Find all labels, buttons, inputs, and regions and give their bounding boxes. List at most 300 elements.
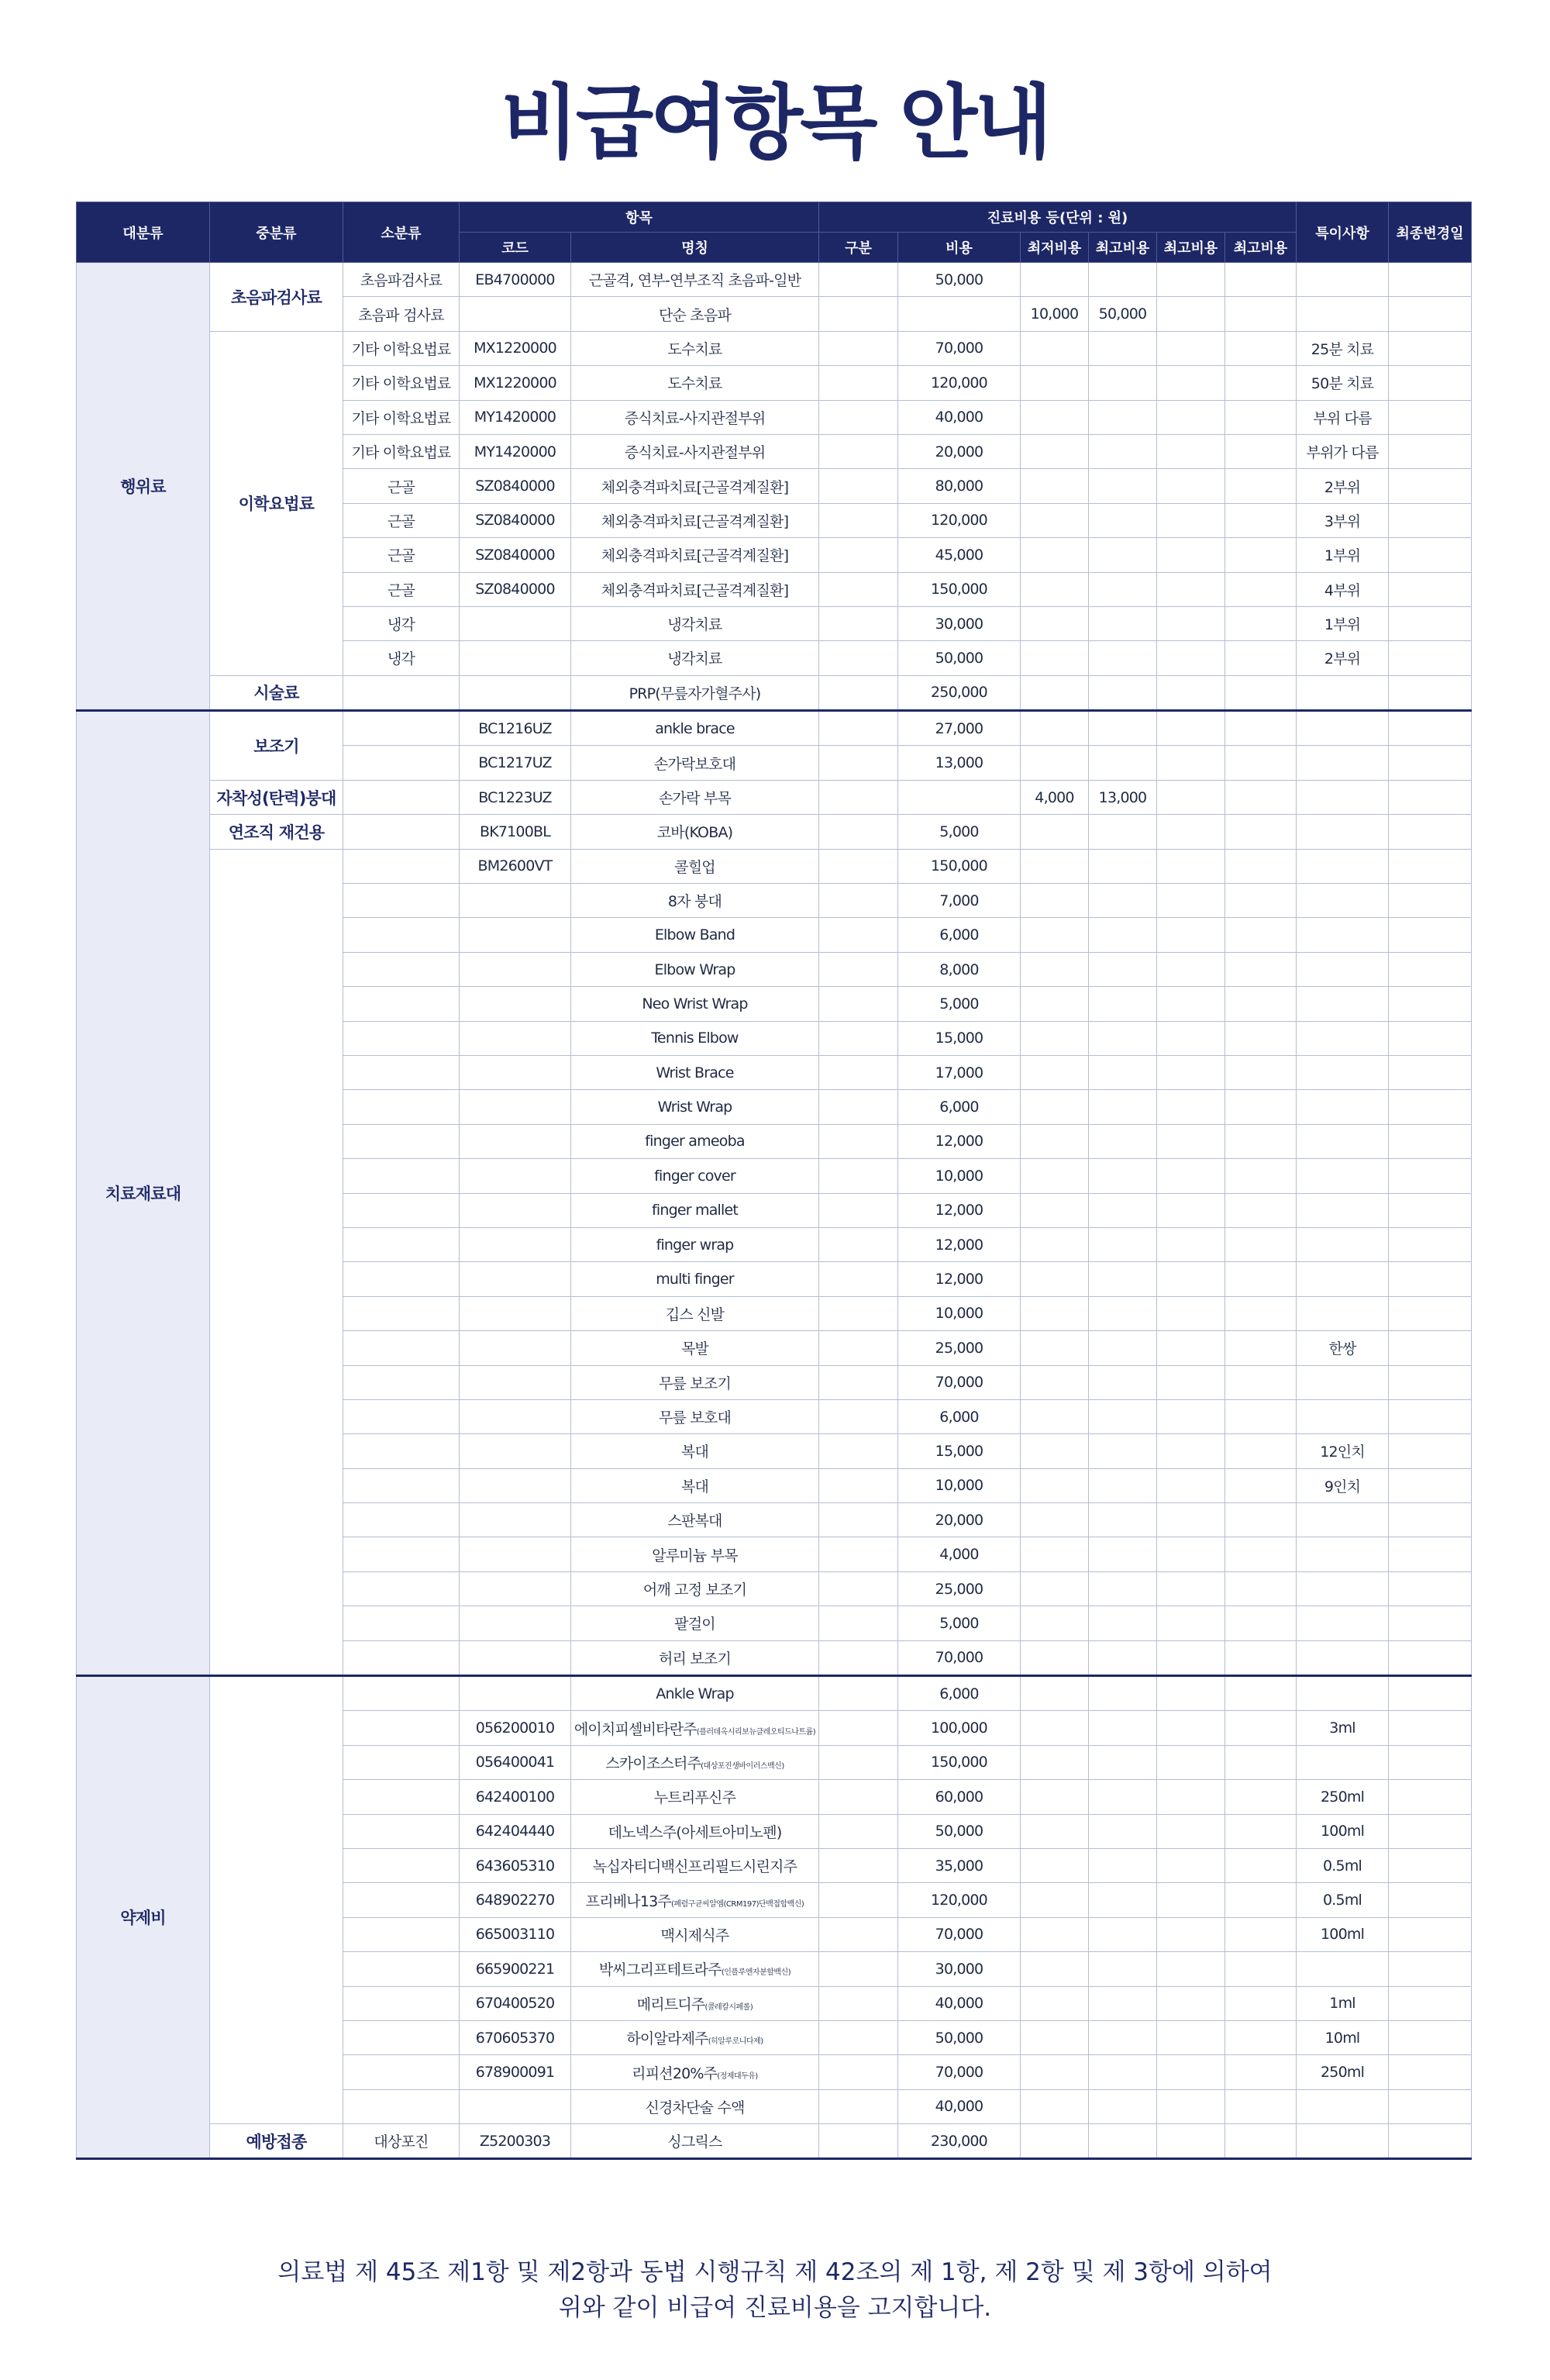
cell-max3: [1225, 1159, 1297, 1193]
cell-code: 056400041: [460, 1745, 571, 1779]
cell-max2: [1157, 1917, 1225, 1951]
cell-name: [571, 1711, 819, 1745]
cell-name: finger ameoba: [571, 1124, 819, 1158]
cell-name: [571, 1883, 819, 1917]
cell-cost: 70,000: [898, 331, 1021, 365]
cell-minor: 근골: [343, 503, 460, 537]
cell-max: [1089, 1262, 1157, 1296]
cell-minor: [343, 1780, 460, 1814]
cell-cost: 60,000: [898, 1780, 1021, 1814]
cell-max3: [1225, 400, 1297, 434]
cell-cost: 45,000: [898, 538, 1021, 572]
cell-max: [1089, 1021, 1157, 1055]
cell-type: [819, 503, 898, 537]
cell-max3: [1225, 641, 1297, 675]
cell-type: [819, 1468, 898, 1502]
header-item: 항목: [460, 202, 819, 233]
cell-cost: 70,000: [898, 2055, 1021, 2089]
cell-max: [1089, 1640, 1157, 1675]
cell-max3: [1225, 1503, 1297, 1537]
cell-min: [1021, 1399, 1089, 1433]
cell-max2: [1157, 1503, 1225, 1537]
cell-code: [460, 1227, 571, 1261]
cell-note: [1297, 2124, 1389, 2159]
cell-max3: [1225, 987, 1297, 1021]
cell-max3: [1225, 1883, 1297, 1917]
cell-max: [1089, 469, 1157, 503]
cell-min: [1021, 1917, 1089, 1951]
cell-note: [1297, 1399, 1389, 1433]
cell-type: [819, 1503, 898, 1537]
cell-code: 665003110: [460, 1917, 571, 1951]
cell-name: 데노넥스주(아세트아미노펜): [571, 1814, 819, 1848]
cell-max: [1089, 400, 1157, 434]
header-cost: 비용: [898, 233, 1021, 263]
cell-name: finger wrap: [571, 1227, 819, 1261]
cell-updated: [1389, 675, 1472, 710]
cell-minor: [343, 918, 460, 952]
cell-type: [819, 1711, 898, 1745]
cell-note: [1297, 1676, 1389, 1711]
cell-minor: [343, 780, 460, 814]
cell-name: Ankle Wrap: [571, 1676, 819, 1711]
cell-min: [1021, 1814, 1089, 1848]
cell-cost: 25,000: [898, 1571, 1021, 1606]
cell-max3: [1225, 1021, 1297, 1055]
cell-name: [571, 1952, 819, 1986]
header-name: 명칭: [571, 233, 819, 263]
cell-type: [819, 434, 898, 468]
cell-updated: [1389, 780, 1472, 814]
cell-max: [1089, 1814, 1157, 1848]
cell-min: 4,000: [1021, 780, 1089, 814]
subgroup-cell: [210, 1676, 343, 2124]
cell-max: [1089, 1745, 1157, 1779]
cell-max: [1089, 2124, 1157, 2159]
cell-updated: [1389, 1021, 1472, 1055]
cell-updated: [1389, 2020, 1472, 2054]
cell-note: 3부위: [1297, 503, 1389, 537]
cell-min: [1021, 538, 1089, 572]
cell-max2: [1157, 780, 1225, 814]
cell-max: [1089, 987, 1157, 1021]
header-minor: 소분류: [343, 202, 460, 263]
cell-minor: [343, 952, 460, 986]
cell-type: [819, 780, 898, 814]
cell-minor: [343, 1745, 460, 1779]
cell-note: [1297, 1296, 1389, 1330]
cell-max: [1089, 1331, 1157, 1365]
cell-name: 신경차단술 수액: [571, 2089, 819, 2123]
cell-type: [819, 263, 898, 297]
cell-cost: 13,000: [898, 746, 1021, 780]
cell-name: [571, 1745, 819, 1779]
cell-max2: [1157, 746, 1225, 780]
cell-max2: [1157, 1883, 1225, 1917]
cell-type: [819, 987, 898, 1021]
cell-minor: 대상포진: [343, 2124, 460, 2159]
cell-max3: [1225, 1780, 1297, 1814]
category-cell: 치료재료대: [77, 711, 210, 1676]
cell-min: [1021, 849, 1089, 883]
cell-name: [571, 2020, 819, 2054]
cell-cost: 50,000: [898, 2020, 1021, 2054]
cell-max3: [1225, 884, 1297, 918]
cell-min: [1021, 952, 1089, 986]
cell-updated: [1389, 1434, 1472, 1468]
cell-min: [1021, 815, 1089, 849]
cell-max: [1089, 263, 1157, 297]
category-cell: 행위료: [77, 263, 210, 711]
cell-code: [460, 884, 571, 918]
cell-updated: [1389, 1848, 1472, 1882]
cell-updated: [1389, 606, 1472, 640]
cell-max: [1089, 1159, 1157, 1193]
cell-max2: [1157, 641, 1225, 675]
cell-cost: 70,000: [898, 1365, 1021, 1399]
cell-code: [460, 987, 571, 1021]
cell-code: SZ0840000: [460, 572, 571, 606]
cell-updated: [1389, 1399, 1472, 1433]
cell-minor: [343, 1021, 460, 1055]
cell-updated: [1389, 1745, 1472, 1779]
cell-name: Neo Wrist Wrap: [571, 987, 819, 1021]
cell-code: [460, 675, 571, 710]
cell-max3: [1225, 1917, 1297, 1951]
cell-max3: [1225, 1676, 1297, 1711]
cell-max: [1089, 849, 1157, 883]
cell-cost: 4,000: [898, 1537, 1021, 1571]
cell-updated: [1389, 952, 1472, 986]
cell-max2: [1157, 918, 1225, 952]
cell-cost: 15,000: [898, 1434, 1021, 1468]
cell-cost: [898, 297, 1021, 331]
cell-max2: [1157, 606, 1225, 640]
cell-max: [1089, 1434, 1157, 1468]
cell-min: [1021, 746, 1089, 780]
cell-max3: [1225, 918, 1297, 952]
cell-max: [1089, 1676, 1157, 1711]
cell-minor: [343, 1399, 460, 1433]
cell-note: [1297, 780, 1389, 814]
cell-max: [1089, 434, 1157, 468]
cell-name: multi finger: [571, 1262, 819, 1296]
cell-minor: [343, 1331, 460, 1365]
cell-type: [819, 1814, 898, 1848]
cell-code: 670605370: [460, 2020, 571, 2054]
cell-type: [819, 1021, 898, 1055]
cell-code: [460, 1537, 571, 1571]
subgroup-cell: 예방접종: [210, 2124, 343, 2159]
cell-name: 어깨 고정 보조기: [571, 1571, 819, 1606]
cell-min: [1021, 1331, 1089, 1365]
cell-code: 056200010: [460, 1711, 571, 1745]
cell-type: [819, 1124, 898, 1158]
cell-type: [819, 1606, 898, 1640]
cell-note: 1부위: [1297, 538, 1389, 572]
cell-type: [819, 572, 898, 606]
cell-note: 2부위: [1297, 469, 1389, 503]
cell-code: [460, 1262, 571, 1296]
cell-max: [1089, 1365, 1157, 1399]
cell-name: Wrist Wrap: [571, 1090, 819, 1124]
cell-code: [460, 1124, 571, 1158]
cell-name: ankle brace: [571, 711, 819, 746]
cell-code: MX1220000: [460, 366, 571, 400]
cell-name: finger mallet: [571, 1193, 819, 1227]
cell-name: 복대: [571, 1468, 819, 1502]
cell-type: [819, 2124, 898, 2159]
cell-note: [1297, 1021, 1389, 1055]
cell-max3: [1225, 469, 1297, 503]
cell-max: 50,000: [1089, 297, 1157, 331]
cell-updated: [1389, 884, 1472, 918]
cell-name: 손가락 부목: [571, 780, 819, 814]
cell-note: 100ml: [1297, 1917, 1389, 1951]
cell-max2: [1157, 2055, 1225, 2089]
cell-type: [819, 1193, 898, 1227]
cell-max2: [1157, 1331, 1225, 1365]
cell-minor: 냉각: [343, 641, 460, 675]
cell-max2: [1157, 1848, 1225, 1882]
cell-cost: 40,000: [898, 400, 1021, 434]
cell-type: [819, 1159, 898, 1193]
cell-max3: [1225, 2020, 1297, 2054]
cell-cost: 6,000: [898, 918, 1021, 952]
cell-updated: [1389, 1883, 1472, 1917]
cell-name: Tennis Elbow: [571, 1021, 819, 1055]
cell-name: 복대: [571, 1434, 819, 1468]
cell-max2: [1157, 1468, 1225, 1502]
cell-minor: 초음파검사료: [343, 263, 460, 297]
cell-max2: [1157, 469, 1225, 503]
cell-code: SZ0840000: [460, 538, 571, 572]
cell-type: [819, 1883, 898, 1917]
cell-minor: [343, 1917, 460, 1951]
cell-minor: [343, 1090, 460, 1124]
cell-name: 목발: [571, 1331, 819, 1365]
cell-type: [819, 952, 898, 986]
item-ingredient: (인플루엔자분할백신): [721, 1968, 791, 1978]
item-name: 스카이조스터주: [605, 1754, 701, 1772]
cell-code: EB4700000: [460, 263, 571, 297]
cell-cost: 10,000: [898, 1159, 1021, 1193]
cell-max3: [1225, 2089, 1297, 2123]
cell-name: [571, 2055, 819, 2089]
cell-cost: 6,000: [898, 1676, 1021, 1711]
cell-minor: [343, 1468, 460, 1502]
cell-max2: [1157, 987, 1225, 1021]
cell-updated: [1389, 538, 1472, 572]
cell-max2: [1157, 1055, 1225, 1089]
cell-updated: [1389, 1365, 1472, 1399]
cell-type: [819, 1296, 898, 1330]
item-ingredient: (플러데옥시리보뉴클레오티드나트륨): [696, 1727, 816, 1737]
cell-name: 스판복대: [571, 1503, 819, 1537]
cell-note: [1297, 1571, 1389, 1606]
cell-max2: [1157, 331, 1225, 365]
table-row: [77, 849, 1472, 883]
cell-minor: 냉각: [343, 606, 460, 640]
cell-max: [1089, 1917, 1157, 1951]
cell-max: [1089, 1606, 1157, 1640]
cell-cost: 70,000: [898, 1640, 1021, 1675]
cell-type: [819, 1262, 898, 1296]
cell-cost: 20,000: [898, 434, 1021, 468]
cell-min: [1021, 1745, 1089, 1779]
cell-minor: [343, 746, 460, 780]
cell-type: [819, 746, 898, 780]
cell-max2: [1157, 1434, 1225, 1468]
cell-max2: [1157, 434, 1225, 468]
cell-max2: [1157, 1952, 1225, 1986]
cell-max: [1089, 1952, 1157, 1986]
cell-minor: [343, 1848, 460, 1882]
cell-max3: [1225, 1537, 1297, 1571]
cell-min: [1021, 1571, 1089, 1606]
fee-table-body: [77, 263, 1472, 2159]
cell-min: [1021, 884, 1089, 918]
cell-cost: 150,000: [898, 572, 1021, 606]
table-row: [77, 780, 1472, 814]
cell-min: 10,000: [1021, 297, 1089, 331]
cell-minor: [343, 1952, 460, 1986]
cell-updated: [1389, 746, 1472, 780]
cell-name: 증식치료-사지관절부위: [571, 434, 819, 468]
cell-code: [460, 952, 571, 986]
cell-max: [1089, 1090, 1157, 1124]
item-ingredient: (정제대두유): [717, 2071, 758, 2081]
cell-min: [1021, 2055, 1089, 2089]
cell-max: [1089, 1468, 1157, 1502]
cell-type: [819, 1365, 898, 1399]
cell-name: finger cover: [571, 1159, 819, 1193]
cell-minor: [343, 1159, 460, 1193]
cell-code: BC1217UZ: [460, 746, 571, 780]
cell-max2: [1157, 2089, 1225, 2123]
cell-minor: [343, 2089, 460, 2123]
cell-note: [1297, 918, 1389, 952]
cell-minor: 기타 이학요법료: [343, 434, 460, 468]
cell-max: [1089, 331, 1157, 365]
cell-cost: 35,000: [898, 1848, 1021, 1882]
cell-cost: 230,000: [898, 2124, 1021, 2159]
cell-type: [819, 2089, 898, 2123]
cell-max: [1089, 1296, 1157, 1330]
legal-notice-line-2: 위와 같이 비급여 진료비용을 고지합니다.: [558, 2294, 992, 2322]
cell-updated: [1389, 1124, 1472, 1158]
cell-note: 1ml: [1297, 1986, 1389, 2020]
cell-updated: [1389, 849, 1472, 883]
cell-code: [460, 1503, 571, 1537]
cell-min: [1021, 503, 1089, 537]
cell-name: 근골격, 연부-연부조직 초음파-일반: [571, 263, 819, 297]
cell-minor: [343, 1124, 460, 1158]
cell-name: 손가락보호대: [571, 746, 819, 780]
cell-note: [1297, 675, 1389, 710]
cell-name: 누트리푸신주: [571, 1780, 819, 1814]
cell-max2: [1157, 849, 1225, 883]
cell-max3: [1225, 1468, 1297, 1502]
cell-note: [1297, 1193, 1389, 1227]
cell-min: [1021, 1780, 1089, 1814]
cell-note: 3ml: [1297, 1711, 1389, 1745]
cell-max3: [1225, 2055, 1297, 2089]
cell-max2: [1157, 1571, 1225, 1606]
cell-minor: [343, 1434, 460, 1468]
cell-min: [1021, 1537, 1089, 1571]
cell-note: [1297, 1227, 1389, 1261]
cell-min: [1021, 1606, 1089, 1640]
cell-max3: [1225, 1571, 1297, 1606]
cell-code: 678900091: [460, 2055, 571, 2089]
cell-minor: 기타 이학요법료: [343, 331, 460, 365]
cell-min: [1021, 1021, 1089, 1055]
cell-cost: 15,000: [898, 1021, 1021, 1055]
cell-max3: [1225, 780, 1297, 814]
cell-max3: [1225, 1193, 1297, 1227]
cell-name: 냉각치료: [571, 641, 819, 675]
cell-note: 250ml: [1297, 1780, 1389, 1814]
cell-max2: [1157, 711, 1225, 746]
cell-minor: [343, 1814, 460, 1848]
cell-type: [819, 331, 898, 365]
cell-min: [1021, 1676, 1089, 1711]
cell-cost: 25,000: [898, 1331, 1021, 1365]
cell-code: MX1220000: [460, 331, 571, 365]
cell-min: [1021, 1193, 1089, 1227]
cell-code: BC1223UZ: [460, 780, 571, 814]
cell-min: [1021, 711, 1089, 746]
cell-note: 10ml: [1297, 2020, 1389, 2054]
cell-min: [1021, 1883, 1089, 1917]
cell-updated: [1389, 469, 1472, 503]
cell-max3: [1225, 1711, 1297, 1745]
cell-cost: 6,000: [898, 1090, 1021, 1124]
cell-minor: [343, 1537, 460, 1571]
cell-max: 13,000: [1089, 780, 1157, 814]
cell-name: 깁스 신발: [571, 1296, 819, 1330]
cell-note: 9인치: [1297, 1468, 1389, 1502]
cell-type: [819, 1399, 898, 1433]
cell-max2: [1157, 1262, 1225, 1296]
cell-max3: [1225, 1848, 1297, 1882]
cell-updated: [1389, 918, 1472, 952]
item-name: 하이알라제주: [626, 2030, 708, 2048]
cell-max2: [1157, 1986, 1225, 2020]
cell-max3: [1225, 1952, 1297, 1986]
cell-name: 냉각치료: [571, 606, 819, 640]
cell-cost: 5,000: [898, 987, 1021, 1021]
cell-cost: 12,000: [898, 1193, 1021, 1227]
cell-max2: [1157, 1227, 1225, 1261]
cell-name: 도수치료: [571, 366, 819, 400]
cell-note: 부위 다름: [1297, 400, 1389, 434]
cell-minor: 근골: [343, 469, 460, 503]
cell-note: [1297, 1055, 1389, 1089]
cell-max: [1089, 815, 1157, 849]
cell-max: [1089, 884, 1157, 918]
cell-min: [1021, 1055, 1089, 1089]
cell-cost: 120,000: [898, 503, 1021, 537]
cell-cost: 17,000: [898, 1055, 1021, 1089]
cell-max: [1089, 2055, 1157, 2089]
cell-max3: [1225, 1331, 1297, 1365]
table-row: [77, 815, 1472, 849]
cell-type: [819, 1227, 898, 1261]
cell-updated: [1389, 2089, 1472, 2123]
cell-max3: [1225, 263, 1297, 297]
